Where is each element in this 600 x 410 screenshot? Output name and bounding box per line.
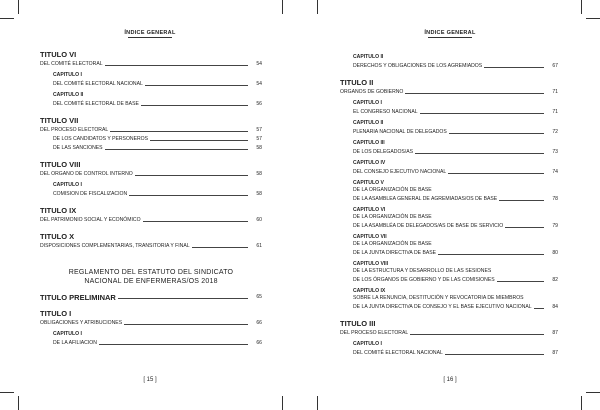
toc-entry-label: DEL COMITÉ ELECTORAL DE BASE [53, 101, 139, 107]
regulation-heading-line: NACIONAL DE ENFERMERAS/OS 2018 [84, 278, 218, 285]
toc-entry [353, 129, 558, 136]
running-head-rule [428, 37, 472, 38]
toc-entry [40, 320, 262, 327]
leader-line [415, 153, 544, 154]
leader-line [445, 354, 544, 355]
section-title: TITULO VI [40, 50, 77, 59]
toc-entry [353, 196, 558, 203]
toc-entry-label: ORGANOS DE GOBIERNO [340, 89, 404, 95]
leader-line [448, 173, 544, 174]
running-head [300, 30, 600, 38]
leader-line [449, 133, 544, 134]
toc-entry-label: DE LA ASAMBLÉA DE DELEGADOS/AS DE BASE DE SERVICIO [353, 223, 504, 229]
toc-page-number: 60 [256, 217, 262, 223]
leader-line [141, 105, 248, 106]
toc-entry [53, 101, 262, 108]
regulation-heading [40, 268, 262, 286]
toc-page-number: 66 [256, 320, 262, 326]
section-title: TITULO VII [40, 116, 79, 125]
toc-page-number: 57 [256, 136, 262, 142]
chapter-label: CAPITULO II [353, 54, 384, 60]
leader-line [129, 195, 248, 196]
toc-entry-label: DE LOS ÓRGANOS DE GOBIERNO Y DE LAS COMISIONES [353, 277, 495, 283]
toc-entry-label: OBLIGACIONES Y ATRIBUCIONES [40, 320, 123, 326]
right-page [300, 0, 600, 410]
toc-entry [353, 223, 558, 230]
toc-entry [53, 81, 262, 88]
toc-entry [40, 171, 262, 178]
toc-entry [40, 294, 262, 301]
toc-entry [40, 61, 262, 68]
running-head-text: ÍNDICE GENERAL [424, 30, 476, 36]
toc-entry [353, 169, 558, 176]
toc-entry-label: DEL COMITÉ ELECTORAL NACIONAL [353, 350, 443, 356]
toc-page-number: 54 [256, 61, 262, 67]
toc-page-number: 58 [256, 171, 262, 177]
toc-entry [53, 136, 262, 143]
leader-line [105, 65, 248, 66]
toc-entry [53, 145, 262, 152]
chapter-label: CAPITULO I [53, 331, 82, 337]
section-title: TITULO II [340, 78, 374, 87]
toc-entry [53, 340, 262, 347]
toc-page-number: 71 [552, 89, 558, 95]
section-title: TITULO I [40, 309, 72, 318]
toc-entry [353, 350, 558, 357]
chapter-label: CAPITULO I [353, 341, 382, 347]
toc-entry-label: DEL COMITÉ ELECTORAL [40, 61, 103, 67]
leader-line [135, 175, 248, 176]
toc-page-number: 54 [256, 81, 262, 87]
toc-page-number: 67 [552, 63, 558, 69]
toc-entry-label: DEL ORGANO DE CONTROL INTERNO [40, 171, 133, 177]
leader-line [410, 334, 544, 335]
leader-line [499, 200, 544, 201]
toc-entry [353, 149, 558, 156]
toc-entry-label: DE LAS SANCIONES [53, 145, 103, 151]
chapter-subtitle: DE LA ORGANIZACIÓN DE BASE [353, 241, 432, 247]
toc-page-number: 84 [552, 304, 558, 310]
chapter-label: CAPITULO IV [353, 160, 386, 166]
toc-entry [353, 250, 558, 257]
chapter-subtitle: SOBRE LA RENUNCIA, DESTITUCIÓN Y REVOCATORIA DE MIEMBROS [353, 295, 524, 301]
chapter-label: CAPITULO VI [353, 207, 386, 213]
leader-line [420, 113, 544, 114]
toc-entry [340, 330, 558, 337]
toc-list [340, 50, 558, 357]
toc-page-number: 56 [256, 101, 262, 107]
chapter-label: CAPITULO V [353, 180, 384, 186]
chapter-label: CAPITULO I [53, 72, 82, 78]
leader-line [99, 344, 248, 345]
leader-line [110, 131, 248, 132]
toc-page-number: 87 [552, 330, 558, 336]
toc-entry [340, 89, 558, 96]
toc-page-number: 74 [552, 169, 558, 175]
toc-page-number: 58 [256, 191, 262, 197]
toc-entry-label: PLENARIA NACIONAL DE DELEGADOS [353, 129, 447, 135]
toc-entry-label: COMISION DE FISCALIZACION [53, 191, 128, 197]
toc-entry-label: DE LA AFILIACION [53, 340, 97, 346]
toc-page-number: 71 [552, 109, 558, 115]
toc-entry [40, 127, 262, 134]
toc-page-number: 87 [552, 350, 558, 356]
leader-line [124, 324, 248, 325]
toc-entry [353, 109, 558, 116]
chapter-subtitle: DE LA ESTRUCTURA Y DESARROLLO DE LAS SESIONES [353, 268, 492, 274]
toc-page-number: 79 [552, 223, 558, 229]
toc-entry-label: DE LA JUNTA DIRECTIVA DE CONSEJO Y EL BASE EJECUTIVO NACIONAL [353, 304, 532, 310]
toc-entry-label: DEL PROCESO ELECTORAL [340, 330, 409, 336]
toc-entry-label: DEL CONSEJO EJECUTIVO NACIONAL [353, 169, 447, 175]
toc-entry [40, 243, 262, 250]
leader-line [150, 140, 248, 141]
toc-entry-label: EL CONGRESO NACIONAL [353, 109, 418, 115]
toc-page-number: 61 [256, 243, 262, 249]
chapter-label: CAPITULO I [353, 100, 382, 106]
toc-entry [353, 304, 558, 311]
toc-page-number: 58 [256, 145, 262, 151]
chapter-label: CAPITULO I [53, 182, 82, 188]
chapter-label: CAPITULO III [353, 140, 385, 146]
leader-line [497, 281, 544, 282]
running-head-text: ÍNDICE GENERAL [124, 30, 176, 36]
toc-entry-label: TITULO PRELIMINAR [40, 293, 116, 302]
toc-page-number: 66 [256, 340, 262, 346]
toc-page-number: 73 [552, 149, 558, 155]
toc-entry-label: DERECHOS Y OBLIGACIONES DE LOS AGREMIADOS [353, 63, 483, 69]
chapter-label: CAPITULO II [353, 120, 384, 126]
section-title: TITULO X [40, 232, 75, 241]
chapter-subtitle: DE LA ORGANIZACIÓN DE BASE [353, 214, 432, 220]
toc-entry [40, 217, 262, 224]
toc-entry-label: DE LA JUNTA DIRECTIVA DE BASE [353, 250, 437, 256]
leader-line [405, 93, 544, 94]
chapter-label: CAPITULO IX [353, 288, 386, 294]
leader-line [118, 298, 248, 299]
toc-entry-label: DEL PATRIMONIO SOCIAL Y ECONÓMICO [40, 217, 141, 223]
toc-list [40, 50, 262, 347]
leader-line [484, 67, 544, 68]
toc-entry-label: DE LOS DELEGADOS/AS [353, 149, 414, 155]
chapter-label: CAPITULO II [53, 92, 84, 98]
toc-page-number: 78 [552, 196, 558, 202]
toc-page-number: 72 [552, 129, 558, 135]
toc-entry-label: DEL COMITÉ ELECTORAL NACIONAL [53, 81, 143, 87]
chapter-subtitle: DE LA ORGANIZACIÓN DE BASE [353, 187, 432, 193]
leader-line [534, 308, 544, 309]
section-title: TITULO III [340, 319, 376, 328]
toc-entry-label: DISPOSICIONES COMPLEMENTARIAS, TRANSITORIA Y FINAL [40, 243, 190, 249]
toc-page-number: 65 [256, 294, 262, 300]
toc-entry-label: DEL PROCESO ELECTORAL [40, 127, 109, 133]
toc-page-number: 82 [552, 277, 558, 283]
toc-entry [353, 63, 558, 70]
chapter-label: CAPITULO VIII [353, 261, 389, 267]
running-head [0, 30, 300, 38]
leader-line [143, 221, 248, 222]
leader-line [192, 247, 248, 248]
leader-line [145, 85, 248, 86]
toc-entry-label: DE LA ASAMBLEA GENERAL DE AGREMIADAS/OS DE BASE [353, 196, 498, 202]
regulation-heading-line: REGLAMENTO DEL ESTATUTO DEL SINDICATO [68, 269, 234, 276]
section-title: TITULO IX [40, 206, 77, 215]
running-head-rule [128, 37, 172, 38]
page-number: [ 15 ] [143, 377, 157, 383]
chapter-label: CAPITULO VII [353, 234, 387, 240]
toc-entry-label: DE LOS CANDIDATOS Y PERSONEROS [53, 136, 149, 142]
toc-page-number: 80 [552, 250, 558, 256]
toc-entry [53, 191, 262, 198]
leader-line [438, 254, 544, 255]
toc-entry [353, 277, 558, 284]
leader-line [105, 149, 248, 150]
toc-page-number: 57 [256, 127, 262, 133]
leader-line [505, 227, 544, 228]
section-title: TITULO VIII [40, 160, 81, 169]
page-number: [ 16 ] [443, 377, 457, 383]
